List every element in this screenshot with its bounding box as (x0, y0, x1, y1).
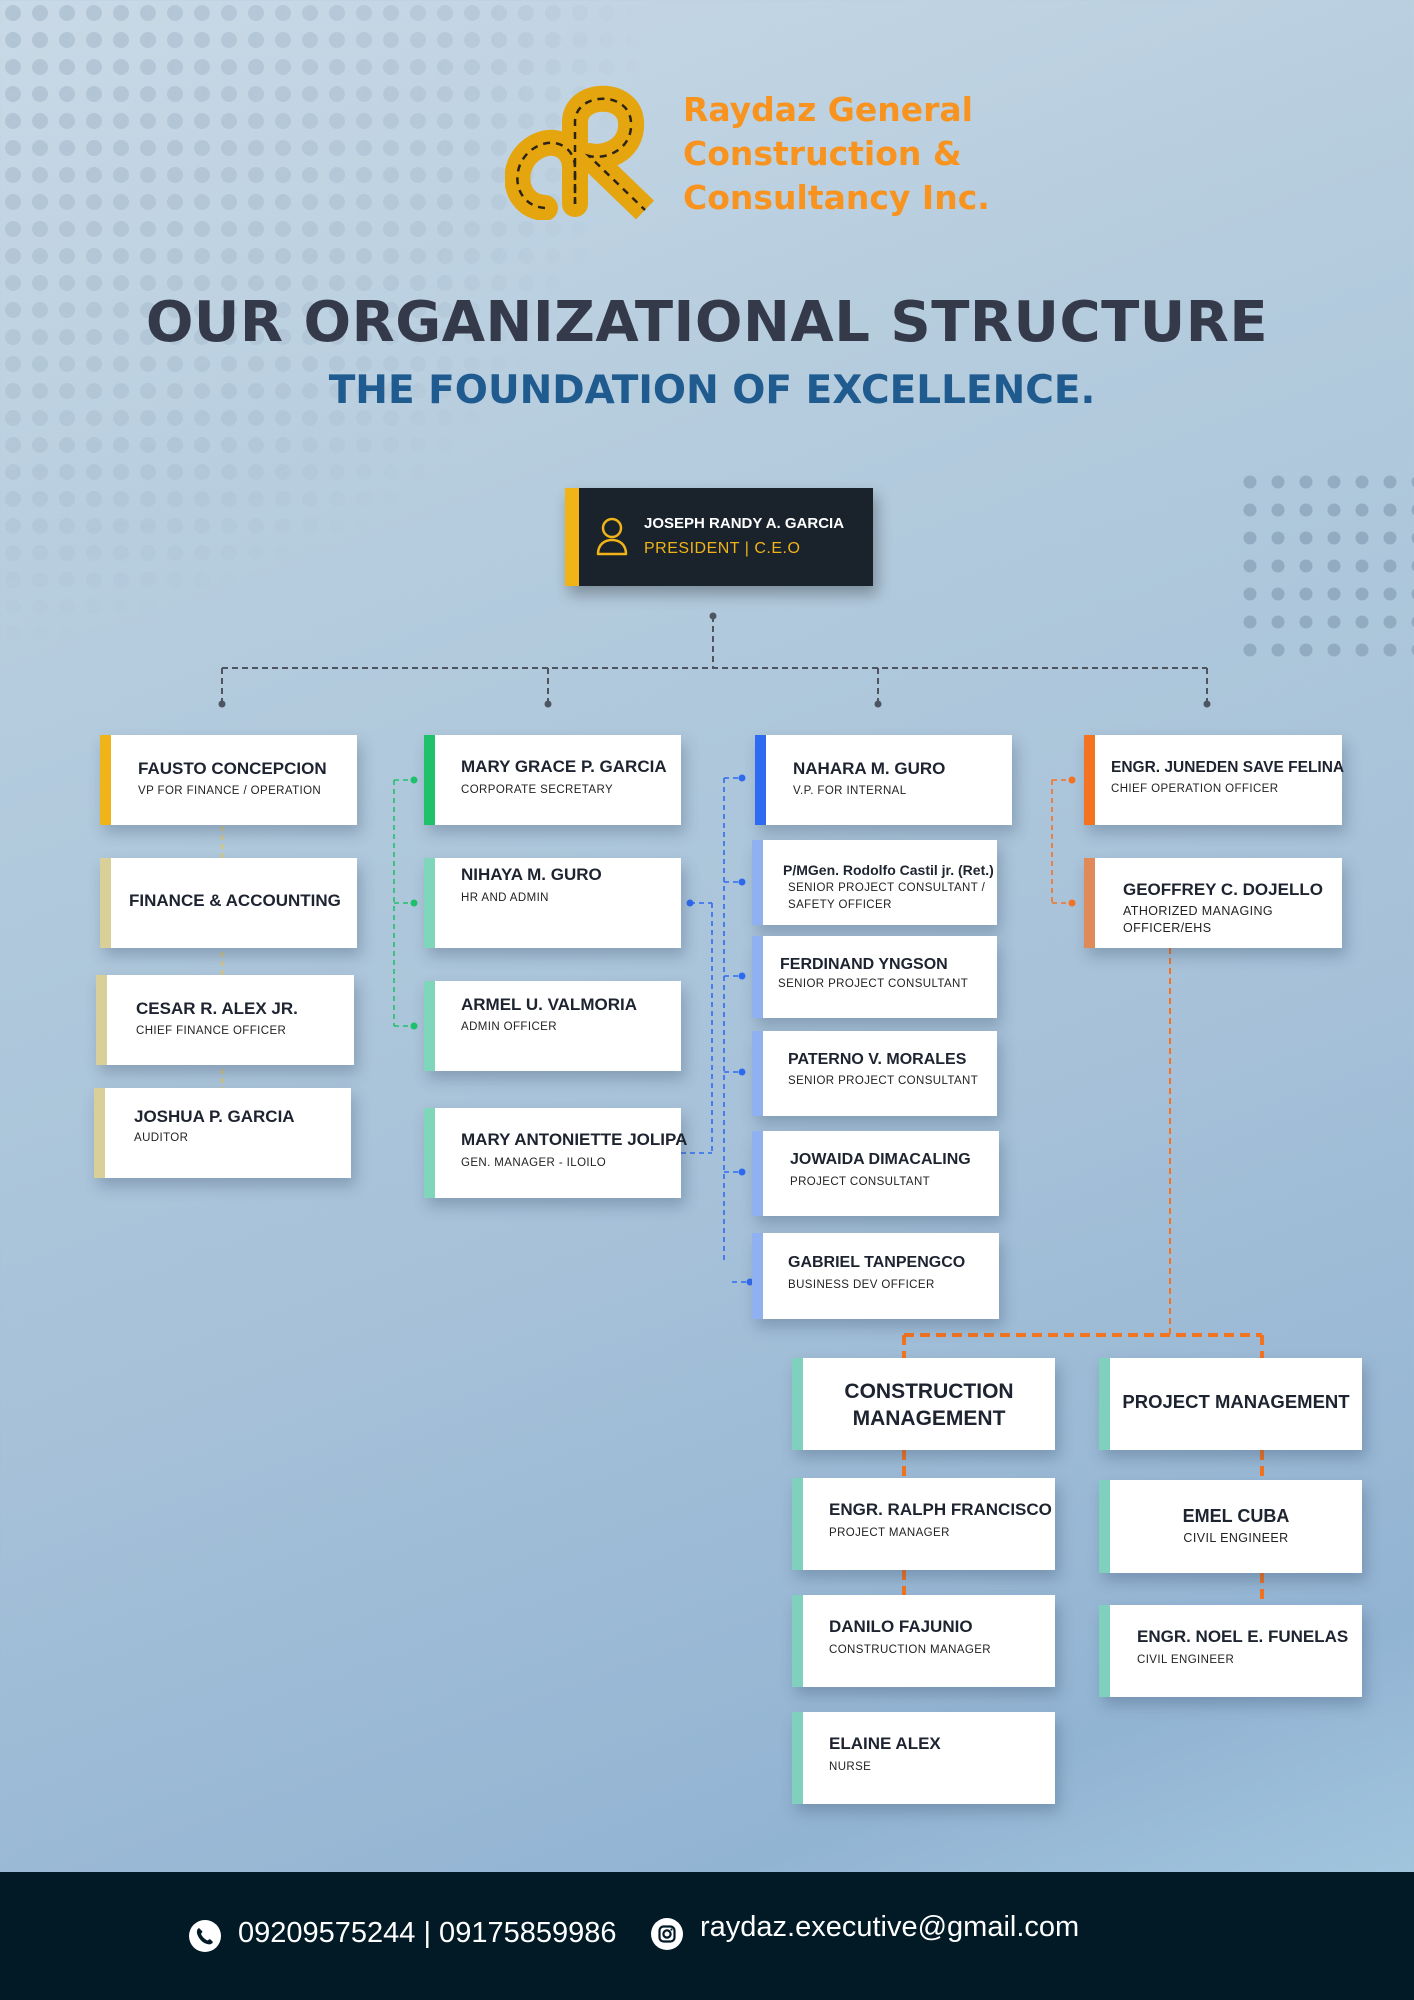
page-title: OUR ORGANIZATIONAL STRUCTURE (145, 290, 1269, 355)
company-name-line: Consultancy Inc. (683, 178, 990, 217)
person-name: P/MGen. Rodolfo Castil jr. (Ret.) (783, 862, 994, 878)
person-role-line: OFFICER/EHS (1123, 921, 1212, 935)
org-card-paterno-morales[interactable] (752, 1031, 997, 1116)
card-accent-bar (424, 1108, 435, 1198)
person-name: NAHARA M. GURO (793, 759, 946, 778)
contact-email[interactable]: raydaz.executive@gmail.com (700, 1911, 1080, 1943)
user-icon (595, 516, 629, 558)
card-accent-bar (424, 981, 435, 1071)
card-accent-bar (1099, 1480, 1110, 1573)
card-accent-bar (100, 858, 111, 948)
org-card-emel-cuba[interactable] (1099, 1480, 1362, 1573)
org-card-ferdinand-yngson[interactable] (752, 936, 997, 1018)
person-name: CESAR R. ALEX JR. (136, 999, 298, 1018)
person-name: ENGR. RALPH FRANCISCO (829, 1500, 1052, 1519)
card-accent-bar (1084, 735, 1095, 825)
person-role: VP FOR FINANCE / OPERATION (138, 785, 322, 797)
card-accent-bar (1099, 1605, 1110, 1697)
org-card-armel-valmoria[interactable] (424, 981, 681, 1071)
org-card-mary-grace-garcia[interactable] (424, 735, 681, 825)
card-accent-bar (100, 735, 111, 825)
person-role-line: SAFETY OFFICER (788, 899, 892, 911)
person-name: EMEL CUBA (1182, 1506, 1290, 1526)
org-card-juneden-save-felina[interactable] (1084, 735, 1345, 825)
footer (0, 1872, 1414, 2000)
person-name: JOWAIDA DIMACALING (790, 1151, 971, 1168)
person-role: HR AND ADMIN (461, 892, 549, 904)
person-role-line: ATHORIZED MANAGING (1123, 904, 1274, 918)
card-accent-bar (424, 858, 435, 948)
card-accent-bar (752, 1031, 763, 1116)
org-card-gabriel-tanpengco[interactable] (752, 1233, 999, 1319)
department-name-line: MANAGEMENT (852, 1407, 1006, 1430)
card-accent-bar (752, 1131, 763, 1216)
department-card-construction-management[interactable] (792, 1358, 1055, 1450)
person-role: CORPORATE SECRETARY (461, 784, 614, 796)
card-accent-bar (94, 1088, 105, 1178)
person-name: ENGR. JUNEDEN SAVE FELINA (1111, 759, 1345, 776)
person-name: PATERNO V. MORALES (788, 1051, 967, 1068)
org-card-mary-antoniette-jolipa[interactable] (424, 1108, 688, 1198)
page-subtitle: THE FOUNDATION OF EXCELLENCE. (328, 368, 1096, 413)
org-card-cesar-alex[interactable] (96, 975, 354, 1065)
card-accent-bar (792, 1358, 803, 1450)
org-card-nahara-guro[interactable] (755, 735, 1012, 825)
card-accent-bar (792, 1712, 803, 1804)
card-accent-bar (1099, 1358, 1110, 1450)
card-accent-bar (792, 1595, 803, 1687)
person-name: MARY GRACE P. GARCIA (461, 757, 667, 776)
card-accent-bar (792, 1478, 803, 1570)
org-card-noel-funelas[interactable] (1099, 1605, 1362, 1697)
person-name: GABRIEL TANPENGCO (788, 1254, 966, 1271)
org-card-danilo-fajunio[interactable] (792, 1595, 1055, 1687)
person-role: SENIOR PROJECT CONSULTANT (778, 978, 969, 990)
org-card-joshua-garcia[interactable] (94, 1088, 351, 1178)
org-card-ralph-francisco[interactable] (792, 1478, 1055, 1570)
company-name-line: Construction & (683, 134, 962, 173)
person-name: ARMEL U. VALMORIA (461, 995, 637, 1014)
person-name: FAUSTO CONCEPCION (138, 759, 327, 778)
instagram-icon (650, 1917, 684, 1951)
person-role: V.P. FOR INTERNAL (793, 785, 907, 797)
org-card-finance-accounting[interactable] (100, 858, 357, 948)
card-accent-bar (752, 840, 763, 925)
org-card-nihaya-guro[interactable] (424, 858, 681, 948)
ceo-accent-bar (565, 488, 579, 586)
person-name: DANILO FAJUNIO (829, 1617, 973, 1636)
person-role: AUDITOR (134, 1132, 189, 1144)
person-name: GEOFFREY C. DOJELLO (1123, 880, 1323, 899)
contact-phone[interactable]: 09209575244 | 09175859986 (238, 1917, 617, 1949)
person-name: FERDINAND YNGSON (780, 956, 948, 973)
person-role: SENIOR PROJECT CONSULTANT (788, 1075, 979, 1087)
department-name: FINANCE & ACCOUNTING (129, 891, 341, 910)
card-accent-bar (1084, 858, 1095, 948)
person-name: ENGR. NOEL E. FUNELAS (1137, 1627, 1349, 1646)
person-role: BUSINESS DEV OFFICER (788, 1279, 935, 1291)
person-role (1123, 903, 1273, 937)
card-accent-bar (755, 735, 766, 825)
ceo-card[interactable] (565, 488, 873, 586)
ceo-name: JOSEPH RANDY A. GARCIA (644, 515, 845, 532)
department-card-project-management[interactable] (1099, 1358, 1362, 1450)
org-card-rodolfo-castil[interactable] (752, 840, 997, 925)
person-role: PROJECT CONSULTANT (790, 1176, 931, 1188)
person-name: ELAINE ALEX (829, 1734, 941, 1753)
person-role: CHIEF FINANCE OFFICER (136, 1025, 287, 1037)
person-role: CONSTRUCTION MANAGER (829, 1644, 991, 1656)
person-role: CHIEF OPERATION OFFICER (1111, 783, 1279, 795)
department-name-line: CONSTRUCTION (844, 1380, 1014, 1403)
person-name: MARY ANTONIETTE JOLIPA (461, 1130, 688, 1149)
person-role (788, 880, 985, 914)
card-accent-bar (96, 975, 107, 1065)
person-role: CIVIL ENGINEER (1137, 1654, 1235, 1666)
phone-icon (188, 1919, 222, 1953)
person-role: CIVIL ENGINEER (1183, 1531, 1289, 1545)
card-accent-bar (752, 1233, 763, 1319)
person-role-line: SENIOR PROJECT CONSULTANT / (788, 882, 986, 894)
org-card-jowaida-dimacaling[interactable] (752, 1131, 999, 1216)
person-role: NURSE (829, 1761, 872, 1773)
person-name: NIHAYA M. GURO (461, 865, 602, 884)
card-accent-bar (424, 735, 435, 825)
department-name: PROJECT MANAGEMENT (1122, 1391, 1350, 1412)
person-role: ADMIN OFFICER (461, 1021, 557, 1033)
ceo-role: PRESIDENT | C.E.O (644, 540, 801, 557)
person-role: GEN. MANAGER - ILOILO (461, 1157, 607, 1169)
card-accent-bar (752, 936, 763, 1018)
department-name (803, 1378, 1055, 1432)
org-card-fausto-concepcion[interactable] (100, 735, 357, 825)
org-card-elaine-alex[interactable] (792, 1712, 1055, 1804)
org-card-geoffrey-dojello[interactable] (1084, 858, 1342, 948)
person-name: JOSHUA P. GARCIA (134, 1107, 295, 1126)
person-role: PROJECT MANAGER (829, 1527, 950, 1539)
company-name-line: Raydaz General (683, 90, 973, 129)
